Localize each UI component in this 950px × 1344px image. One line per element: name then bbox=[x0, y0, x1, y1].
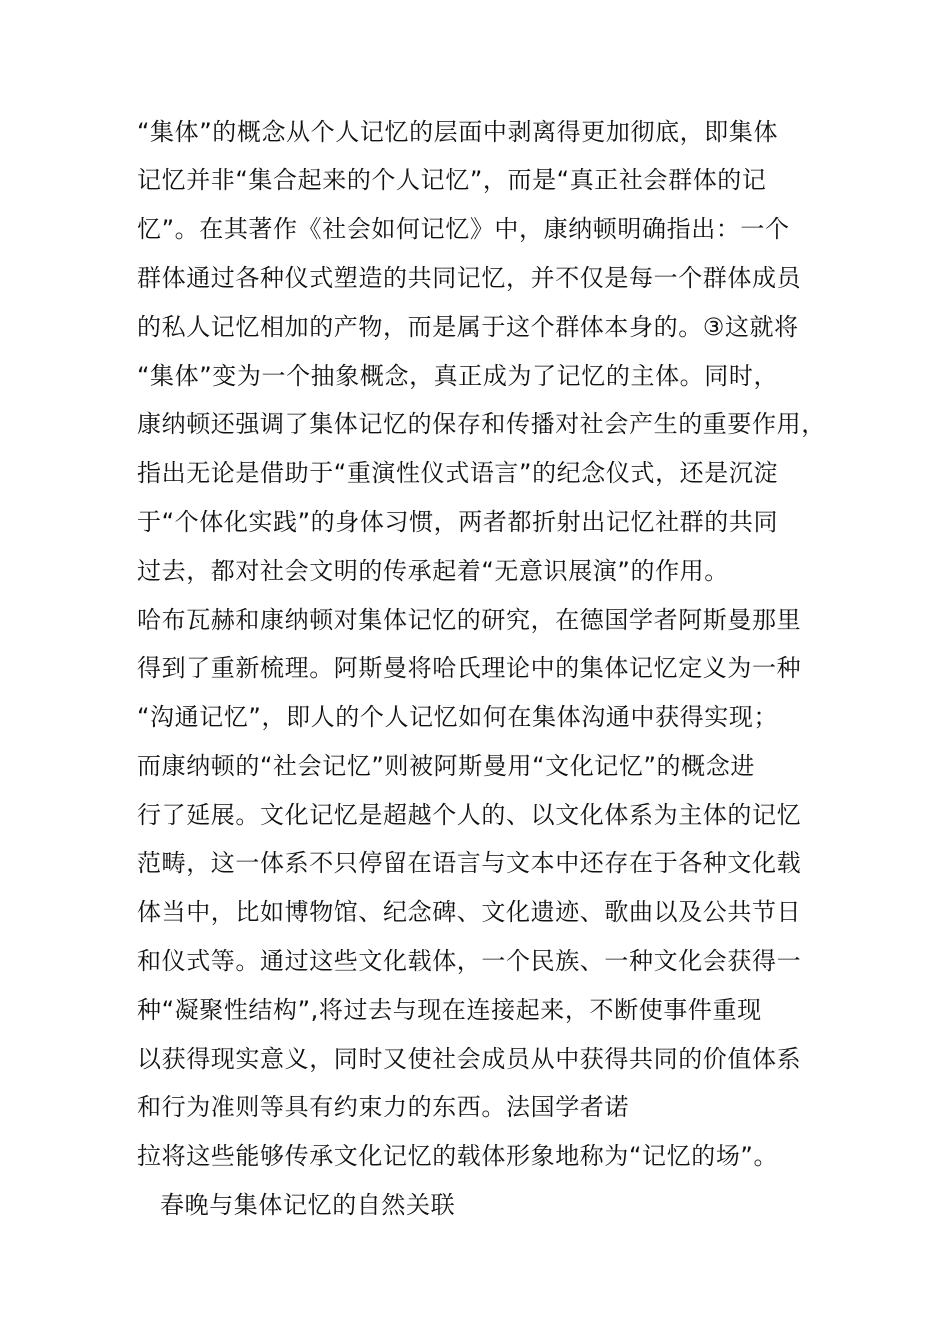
text-line: 得到了重新梳理。阿斯曼将哈氏理论中的集体记忆定义为一种 bbox=[137, 654, 802, 682]
text-line: 和仪式等。通过这些文化载体，一个民族、一种文化会获得一 bbox=[137, 947, 802, 975]
text-line: 和行为准则等具有约束力的东西。法国学者诺 bbox=[137, 1093, 629, 1121]
text-line: 以获得现实意义，同时又使社会成员从中获得共同的价值体系 bbox=[137, 1045, 802, 1073]
text-line: “集体”变为一个抽象概念，真正成为了记忆的主体。同时， bbox=[137, 362, 779, 390]
text-line: 指出无论是借助于“重演性仪式语言”的纪念仪式，还是沉淀 bbox=[137, 459, 779, 487]
text-line: 范畴，这一体系不只停留在语言与文本中还存在于各种文化载 bbox=[137, 849, 802, 877]
text-line: 体当中，比如博物馆、纪念碑、文化遗迹、歌曲以及公共节日 bbox=[137, 898, 802, 926]
text-line: 康纳顿还强调了集体记忆的保存和传播对社会产生的重要作用， bbox=[137, 410, 826, 438]
text-line: 行了延展。文化记忆是超越个人的、以文化体系为主体的记忆 bbox=[137, 801, 802, 829]
text-line: 而康纳顿的“社会记忆”则被阿斯曼用“文化记忆”的概念进 bbox=[137, 752, 755, 780]
text-line: “集体”的概念从个人记忆的层面中剥离得更加彻底，即集体 bbox=[137, 118, 779, 146]
section-heading: 春晚与集体记忆的自然关联 bbox=[160, 1191, 456, 1219]
text-line: 过去，都对社会文明的传承起着“无意识展演”的作用。 bbox=[137, 557, 729, 585]
text-line: 群体通过各种仪式塑造的共同记忆，并不仅是每一个群体成员 bbox=[137, 264, 802, 292]
text-line: 的私人记忆相加的产物，而是属于这个群体本身的。③这就将 bbox=[137, 313, 799, 341]
text-line: 拉将这些能够传承文化记忆的载体形象地称为“记忆的场”。 bbox=[137, 1142, 779, 1170]
text-line: 记忆并非“集合起来的个人记忆”，而是“真正社会群体的记 bbox=[137, 166, 767, 194]
text-line: “沟通记忆”，即人的个人记忆如何在集体沟通中获得实现； bbox=[137, 703, 779, 731]
text-line: 忆”。在其著作《社会如何记忆》中，康纳顿明确指出：一个 bbox=[137, 215, 790, 243]
text-line: 于“个体化实践”的身体习惯，两者都折射出记忆社群的共同 bbox=[137, 508, 779, 536]
text-line: 种“凝聚性结构”,将过去与现在连接起来，不断使事件重现 bbox=[137, 996, 762, 1024]
text-line: 哈布瓦赫和康纳顿对集体记忆的研究，在德国学者阿斯曼那里 bbox=[137, 606, 802, 634]
